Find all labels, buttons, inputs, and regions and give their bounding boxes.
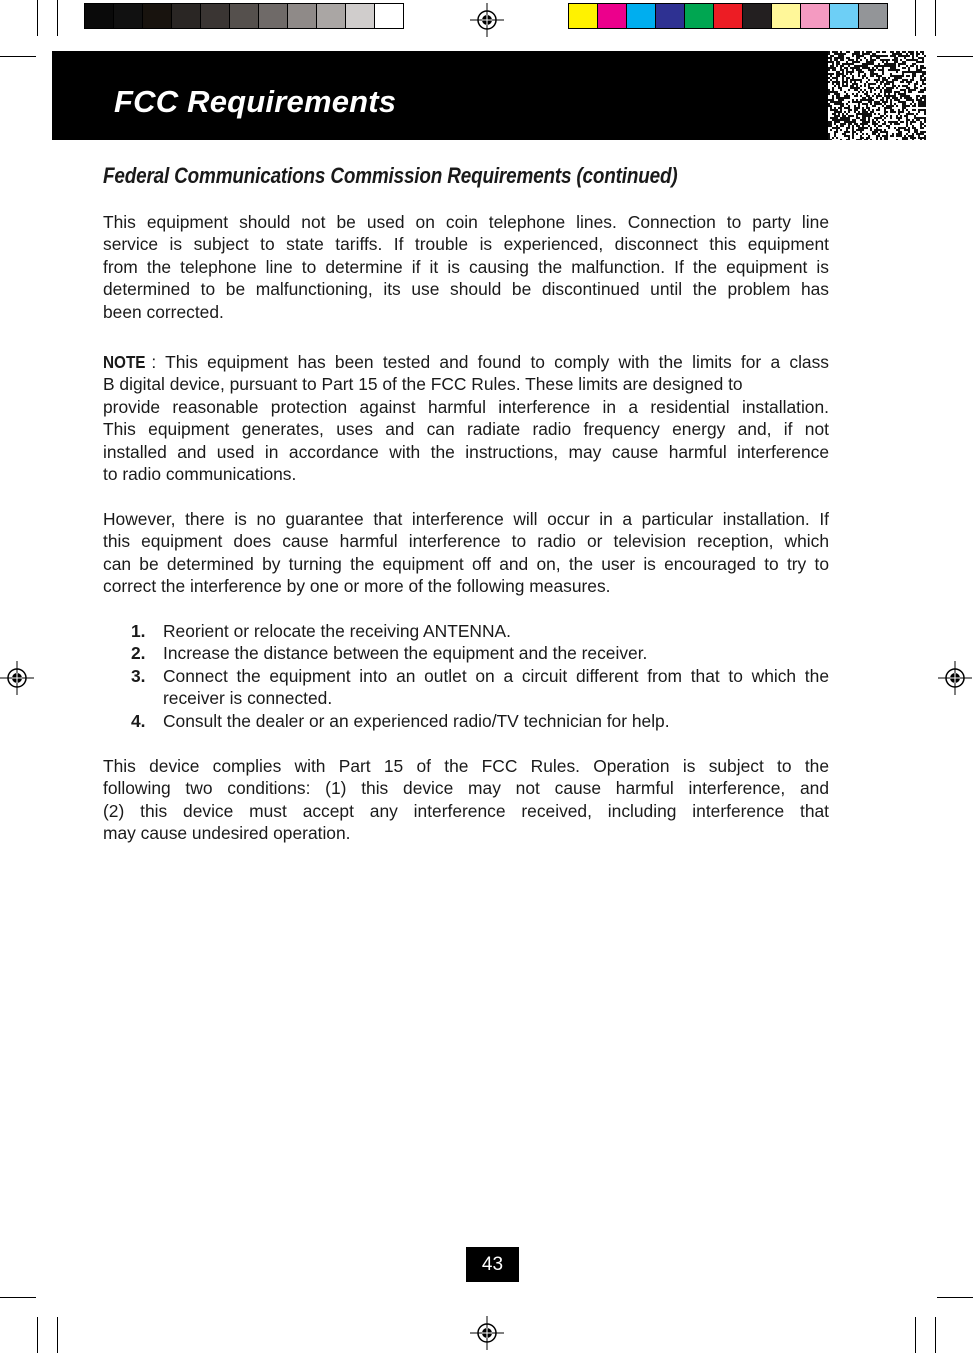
text-line: Connect the equipment into an outlet on a circuit different from that to which the bbox=[163, 665, 829, 686]
text-line: correct the interference by one or more of the following measures. bbox=[103, 576, 611, 597]
color-swatch bbox=[143, 4, 172, 28]
text-fragment: : This equipment has been tested and found to comply with the limits for a class bbox=[151, 352, 829, 372]
text-line: this equipment does cause harmful interference to radio or television reception, which bbox=[103, 531, 829, 552]
registration-mark-icon bbox=[470, 1316, 504, 1350]
color-swatch bbox=[85, 4, 114, 28]
color-swatch bbox=[685, 4, 714, 28]
crop-mark-top-right-h bbox=[937, 56, 973, 57]
text-line: installed and used in accordance with the instructions, may cause harmful interference bbox=[103, 441, 829, 462]
color-swatch bbox=[598, 4, 627, 28]
process-color-bar bbox=[568, 3, 888, 29]
grayscale-color-bar bbox=[84, 3, 404, 29]
color-swatch bbox=[375, 4, 403, 28]
list-item-number: 4. bbox=[131, 710, 146, 731]
text-line: (2) this device must accept any interference received, including interference that bbox=[103, 800, 829, 821]
color-swatch bbox=[201, 4, 230, 28]
text-line: Reorient or relocate the receiving ANTENNA. bbox=[163, 621, 511, 641]
list-item bbox=[103, 642, 829, 664]
registration-mark-icon bbox=[938, 661, 972, 695]
text-line: service is subject to state tariffs. If trouble is experienced, disconnect this equipment bbox=[103, 234, 829, 255]
text-line: following two conditions: (1) this device may not cause harmful interference, and bbox=[103, 778, 829, 799]
list-item-number: 1. bbox=[131, 621, 146, 641]
text-line: been corrected. bbox=[103, 301, 224, 322]
color-swatch bbox=[259, 4, 288, 28]
color-swatch bbox=[317, 4, 346, 28]
registration-mark-icon bbox=[0, 661, 34, 695]
crop-mark-top-left-v bbox=[37, 0, 38, 36]
paragraph-note bbox=[103, 351, 829, 485]
crop-mark-bottom-left-v2 bbox=[57, 1317, 58, 1353]
crop-mark-bottom-right-h bbox=[937, 1297, 973, 1298]
text-line: Consult the dealer or an experienced radio/TV technician for help. bbox=[163, 710, 670, 731]
text-line bbox=[103, 351, 829, 373]
text-line: B digital device, pursuant to Part 15 of the FCC Rules. These limits are designed to bbox=[103, 374, 743, 395]
measures-list bbox=[103, 620, 829, 732]
crop-mark-top-left-h bbox=[0, 56, 36, 57]
crop-mark-top-left-v2 bbox=[57, 0, 58, 36]
text-line: provide reasonable protection against harmful interference in a residential installation. bbox=[103, 396, 829, 417]
text-line: to radio communications. bbox=[103, 464, 297, 485]
color-swatch bbox=[830, 4, 859, 28]
paragraph-part-15 bbox=[103, 755, 829, 845]
page-number: 43 bbox=[481, 1253, 504, 1275]
note-label: NOTE bbox=[103, 352, 146, 372]
list-item-number: 3. bbox=[131, 665, 146, 686]
text-line: However, there is no guarantee that interference will occur in a particular installation. If bbox=[103, 509, 829, 529]
text-line: receiver is connected. bbox=[163, 688, 333, 709]
color-swatch bbox=[114, 4, 143, 28]
text-line: This device complies with Part 15 of the FCC Rules. Operation is subject to the bbox=[103, 756, 829, 776]
list-item-number: 2. bbox=[131, 643, 146, 664]
color-swatch bbox=[627, 4, 656, 28]
color-swatch bbox=[714, 4, 743, 28]
text-line: may cause undesired operation. bbox=[103, 823, 351, 844]
crop-mark-top-right-v2 bbox=[935, 0, 936, 36]
color-swatch bbox=[801, 4, 830, 28]
color-swatch bbox=[569, 4, 598, 28]
color-swatch bbox=[743, 4, 772, 28]
paragraph-no-guarantee bbox=[103, 508, 829, 598]
color-swatch bbox=[288, 4, 317, 28]
page-number-box bbox=[466, 1247, 519, 1282]
text-line: determined to be malfunctioning, its use should be discontinued until the problem has bbox=[103, 279, 829, 300]
noise-pattern-decoration bbox=[828, 51, 926, 140]
section-heading: Federal Communications Commission Requirements (continued) bbox=[103, 163, 678, 188]
crop-mark-bottom-right-v2 bbox=[935, 1317, 936, 1353]
text-line: can be determined by turning the equipment off and on, the user is encouraged to try to bbox=[103, 553, 829, 574]
color-swatch bbox=[656, 4, 685, 28]
paragraph-coin-lines bbox=[103, 211, 829, 323]
text-line: This equipment generates, uses and can radiate radio frequency energy and, if not bbox=[103, 419, 829, 440]
crop-mark-bottom-left-v bbox=[37, 1317, 38, 1353]
crop-mark-bottom-right-v bbox=[915, 1317, 916, 1353]
color-swatch bbox=[859, 4, 887, 28]
text-line: Increase the distance between the equipment and the receiver. bbox=[163, 643, 648, 664]
crop-mark-top-right-v bbox=[915, 0, 916, 36]
page-title: FCC Requirements bbox=[114, 84, 397, 119]
color-swatch bbox=[172, 4, 201, 28]
list-item bbox=[103, 620, 829, 642]
color-swatch bbox=[772, 4, 801, 28]
color-swatch bbox=[230, 4, 259, 28]
color-swatch bbox=[346, 4, 375, 28]
text-line: This equipment should not be used on coin telephone lines. Connection to party line bbox=[103, 212, 829, 232]
registration-mark-icon bbox=[470, 3, 504, 37]
list-item bbox=[103, 665, 829, 710]
list-item bbox=[103, 710, 829, 732]
crop-mark-bottom-left-h bbox=[0, 1297, 36, 1298]
text-line: from the telephone line to determine if it is causing the malfunction. If the equipment is bbox=[103, 256, 829, 277]
